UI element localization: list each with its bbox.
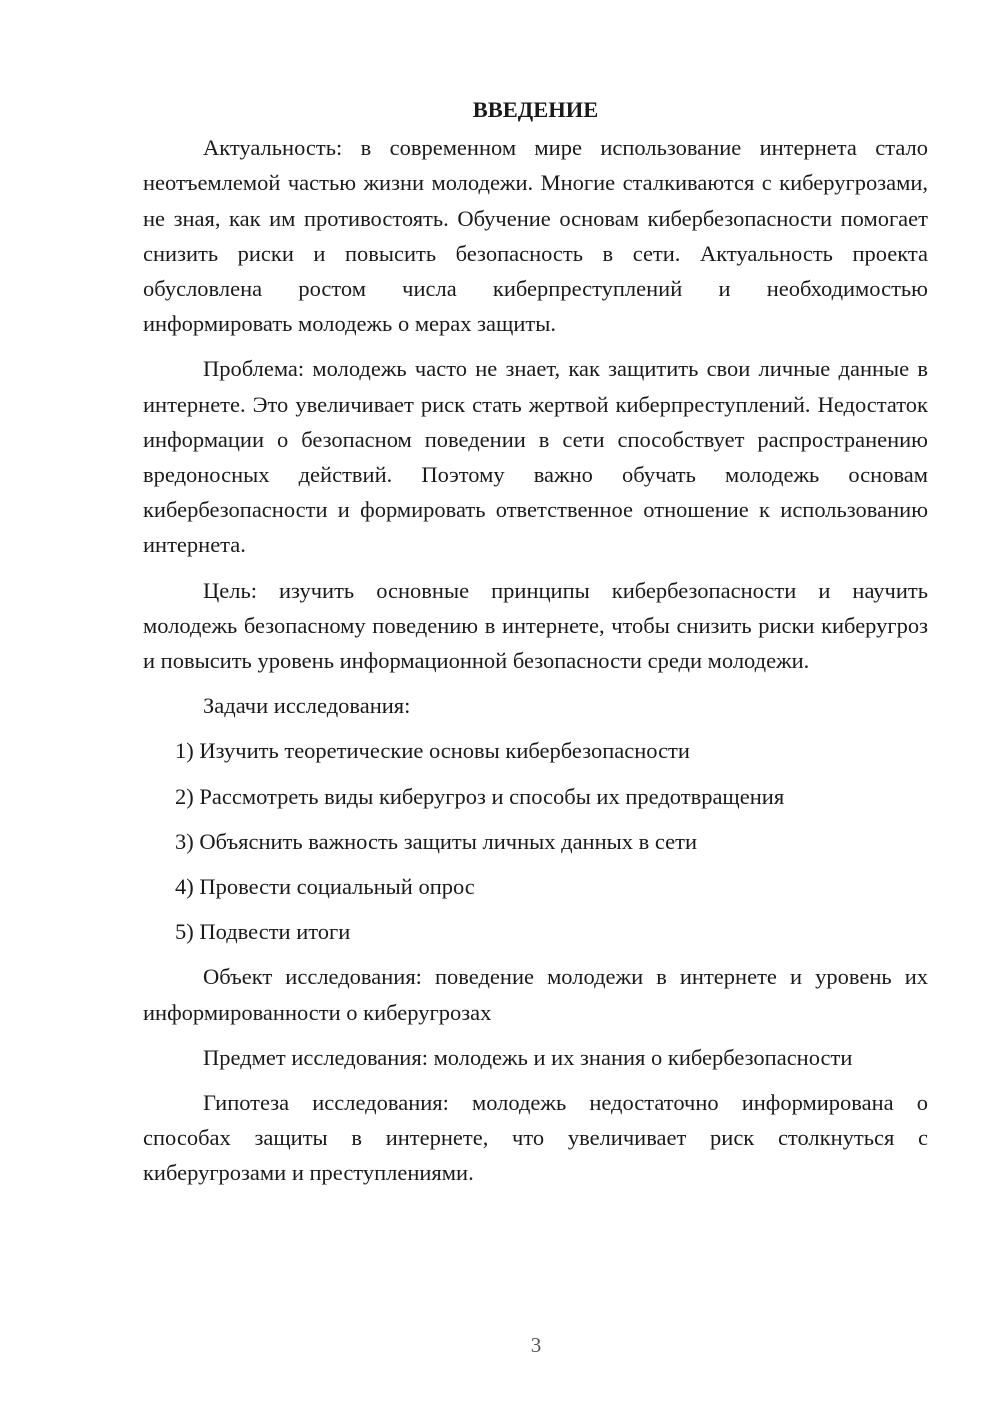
- paragraph-subject: Предмет исследования: молодежь и их знания о кибербезопасности: [203, 1044, 853, 1070]
- list-item: 5) Подвести итоги: [175, 919, 351, 945]
- paragraph-relevance: Актуальность: в современном мире использование интернета стало неотъемлемой частью жизни молодежи. Многие сталкиваются с киберугрозами, не зная, как им противостоять. Обучение основам кибербезопасности помогает снизить риски и повысить безопасность в сети. Актуальность проекта обусловлена ростом числа киберпреступлений и необходимостью информировать молодежь о мерах защиты.: [143, 135, 928, 337]
- list-item: 3) Объяснить важность защиты личных данных в сети: [175, 828, 698, 854]
- document-page: [143, 92, 928, 1201]
- tasks-heading: Задачи исследования:: [203, 693, 411, 719]
- tasks-list: [143, 733, 928, 949]
- paragraph-goal: Цель: изучить основные принципы кибербезопасности и научить молодежь безопасному поведению в интернете, чтобы снизить риски киберугроз и повысить уровень информационной безопасности среди молодежи.: [143, 577, 928, 674]
- list-item: 1) Изучить теоретические основы кибербезопасности: [175, 738, 690, 764]
- page-title: ВВЕДЕНИЕ: [472, 97, 599, 122]
- paragraph-problem: Проблема: молодежь часто не знает, как защитить свои личные данные в интернете. Это увеличивает риск стать жертвой киберпреступлений. Недостаток информации о безопасном поведении в сети способствует распространению вредоносных действий. Поэтому важно обучать молодежь основам кибербезопасности и формировать ответственное отношение к использованию интернета.: [143, 356, 928, 558]
- paragraph-object: Объект исследования: поведение молодежи в интернете и уровень их информированности о киберугрозах: [143, 964, 928, 1025]
- list-item: 2) Рассмотреть виды киберугроз и способы их предотвращения: [175, 783, 785, 809]
- list-item: 4) Провести социальный опрос: [175, 874, 475, 900]
- paragraph-hypothesis: Гипотеза исследования: молодежь недостаточно информирована о способах защиты в интернете, что увеличивает риск столкнуться с киберугрозами и преступлениями.: [143, 1090, 928, 1186]
- page-number: 3: [530, 1333, 542, 1357]
